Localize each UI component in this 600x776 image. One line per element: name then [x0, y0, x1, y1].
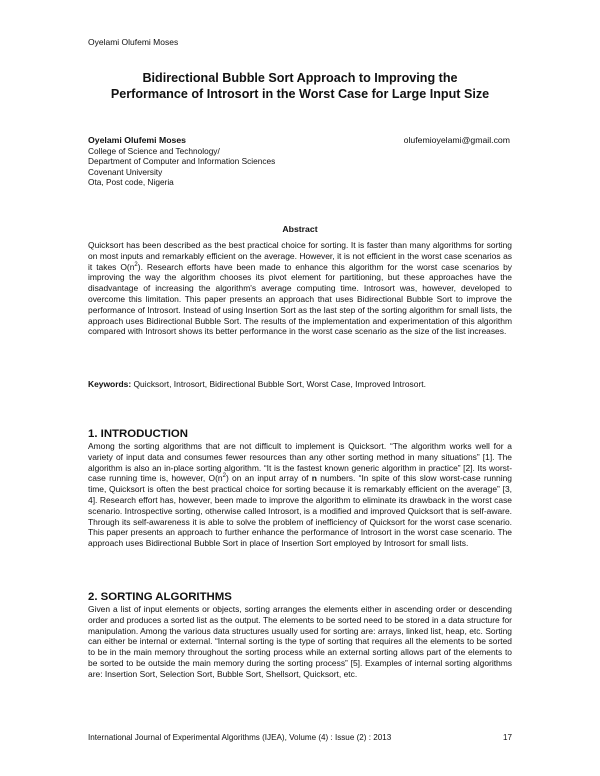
affiliation-line: College of Science and Technology/	[88, 145, 220, 156]
keywords-text: Quicksort, Introsort, Bidirectional Bubble Sort, Worst Case, Improved Introsort.	[131, 379, 426, 389]
abstract-heading: Abstract	[282, 224, 318, 234]
footer-journal: International Journal of Experimental Algorithms (IJEA), Volume (4) : Issue (2) : 2013	[88, 733, 392, 742]
sorting-text	[88, 604, 512, 680]
intro-bold-n: n	[311, 473, 317, 484]
abstract-part: ). Research efforts have been made to enhance this algorithm for the worst case scenarios by improving the way the algorithm chooses its pivot element for partitioning, but these approaches have the disadvantage of increasing the algorithm's average computing time. Introsort was, however, developed to overcome this limitation. This paper presents an approach that uses Bidirectional Bubble Sort to improve the performance of Introsort. Instead of using Insertion Sort as the last step of the sorting algorithm for small lists, the approach uses Bidirectional Bubble Sort. The results of the implementation and experimentation of this algorithm compared with Introsort shows its better performance in the worst case scenario as the size of the list increases.	[88, 261, 513, 337]
paper-title	[60, 70, 540, 102]
abstract-text	[88, 240, 512, 337]
intro-part: ) on an input array of	[225, 473, 312, 484]
intro-part: numbers. “In spite of this slow worst-case running time, Quicksort is often the best practical choice for sorting because it is remarkably efficient on the average” [3, 4]. Research effort has, however, been made to improve the algorithm to eliminate its drawback in the worst case scenario. Introspective sorting, otherwise called Introsort, is a modified and improved Quicksort that is self-aware. Through its self-awareness it is able to solve the problem of inefficiency of Quicksort for the worst case scenario. This paper presents an approach to further enhance the performance of Introsort in the worst case scenario. The approach uses Bidirectional Bubble Sort in place of Insertion Sort employed by Introsort for small lists.	[88, 473, 512, 549]
section-heading-introduction: 1. INTRODUCTION	[88, 428, 188, 440]
affiliation-line: Department of Computer and Information Sciences	[88, 156, 276, 167]
section-heading-sorting: 2. SORTING ALGORITHMS	[88, 591, 232, 603]
exponent: 2	[134, 261, 138, 268]
intro-part: Among the sorting algorithms that are not difficult to implement is Quicksort. “The algorithm works well for a variety of input data and consumes fewer resources than any other sorting method in many situations” [1]. The algorithm is also an in-place sorting algorithm. “It is the fastest known generic algorithm in practice” [2]. Its worst-case running time is, however, O(n	[88, 441, 512, 484]
title-line-1: Bidirectional Bubble Sort Approach to Improving the	[142, 71, 458, 85]
introduction-text	[88, 441, 512, 549]
keywords	[88, 379, 512, 390]
sorting-paragraph: Given a list of input elements or objects, sorting arranges the elements either in ascending order or descending order and produces a sorted list as the output. The elements to be sorted need to be stored in a data structure for manipulation. Among the various data structures usually used for sorting are: arrays, linked list, heap, etc. Sorting can either be internal or external. “Internal sorting is the type of sorting that requires all the elements to be sorted to be in the main memory throughout the sorting process while an external sorting allows part of the elements to be sorted to be outside the main memory during the sorting process” [5]. Examples of internal sorting algorithms are: Insertion Sort, Selection Sort, Bubble Sort, Shellsort, Quicksort, etc.	[88, 604, 512, 679]
affiliation-line: Ota, Post code, Nigeria	[88, 177, 174, 188]
page-number: 17	[502, 733, 512, 742]
abstract-part: Quicksort has been described as the best practical choice for sorting. It is faster than many algorithms for sorting on most inputs and remarkably efficient on the average. However, it is not efficient in the worst case scenarios as it takes O(n	[88, 240, 512, 272]
author-name: Oyelami Olufemi Moses	[88, 135, 187, 145]
affiliation-line: Covenant University	[88, 166, 163, 177]
author-email[interactable]: olufemioyelami@gmail.com	[403, 135, 510, 145]
keywords-label: Keywords:	[88, 379, 132, 389]
title-line-2: Performance of Introsort in the Worst Case for Large Input Size	[110, 87, 490, 101]
author-block	[88, 135, 275, 188]
exponent: 2	[222, 473, 226, 480]
running-header: Oyelami Olufemi Moses	[88, 37, 179, 47]
